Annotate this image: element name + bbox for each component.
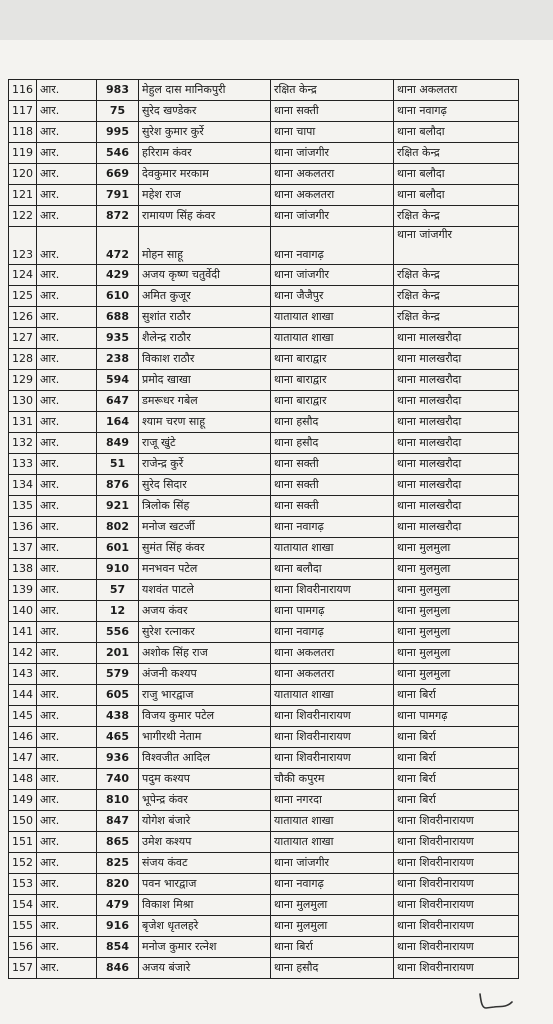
rank-cell: आर.: [37, 706, 97, 727]
serial-number-cell: 148: [9, 769, 37, 790]
rank-cell: आर.: [37, 496, 97, 517]
employee-name-cell: देवकुमार मरकाम: [139, 164, 271, 185]
table-row: [9, 517, 519, 538]
rank-cell: आर.: [37, 559, 97, 580]
posted-to-cell: थाना शिवरीनारायण: [394, 853, 519, 874]
posted-to-cell: थाना मालखरौदा: [394, 370, 519, 391]
serial-number-cell: 145: [9, 706, 37, 727]
posted-to-cell: थाना मुलमुला: [394, 580, 519, 601]
posted-from-cell: रक्षित केन्द्र: [271, 80, 394, 101]
posted-from-cell: थाना जैजैपुर: [271, 286, 394, 307]
posted-to-cell: थाना बलौदा: [394, 164, 519, 185]
posted-to-cell: थाना शिवरीनारायण: [394, 874, 519, 895]
posted-from-cell: यातायात शाखा: [271, 832, 394, 853]
posted-to-cell: थाना मालखरौदा: [394, 496, 519, 517]
serial-number-cell: 117: [9, 101, 37, 122]
employee-name-cell: राजु भारद्वाज: [139, 685, 271, 706]
posted-from-cell: थाना हसौद: [271, 412, 394, 433]
rank-cell: आर.: [37, 206, 97, 227]
serial-number-cell: 138: [9, 559, 37, 580]
posted-from-cell: थाना नवागढ़: [271, 622, 394, 643]
employee-name-cell: मनभवन पटेल: [139, 559, 271, 580]
employee-name-cell: सुरेश कुमार कुर्रे: [139, 122, 271, 143]
table-row: [9, 80, 519, 101]
rank-cell: आर.: [37, 143, 97, 164]
employee-name-cell: अजय बंजारे: [139, 958, 271, 979]
employee-name-cell: उमेश कश्यप: [139, 832, 271, 853]
badge-number-cell: 51: [97, 454, 139, 475]
serial-number-cell: 122: [9, 206, 37, 227]
badge-number-cell: 164: [97, 412, 139, 433]
posted-to-cell: थाना मालखरौदा: [394, 433, 519, 454]
posted-from-cell: थाना अकलतरा: [271, 185, 394, 206]
posted-from-cell: थाना नवागढ़: [271, 517, 394, 538]
serial-number-cell: 154: [9, 895, 37, 916]
posted-from-cell: थाना नगरदा: [271, 790, 394, 811]
posted-from-cell: थाना हसौद: [271, 958, 394, 979]
table-row: [9, 349, 519, 370]
posted-from-cell: थाना शिवरीनारायण: [271, 706, 394, 727]
rank-cell: आर.: [37, 391, 97, 412]
serial-number-cell: 142: [9, 643, 37, 664]
posted-to-cell: थाना अकलतरा: [394, 80, 519, 101]
rank-cell: आर.: [37, 622, 97, 643]
posted-from-cell: यातायात शाखा: [271, 328, 394, 349]
employee-name-cell: सुमंत सिंह कंवर: [139, 538, 271, 559]
badge-number-cell: 910: [97, 559, 139, 580]
table-row: [9, 122, 519, 143]
posted-to-cell: थाना मालखरौदा: [394, 412, 519, 433]
table-row: [9, 832, 519, 853]
serial-number-cell: 127: [9, 328, 37, 349]
employee-name-cell: मनोज कुमार रत्नेश: [139, 937, 271, 958]
badge-number-cell: 872: [97, 206, 139, 227]
badge-number-cell: 854: [97, 937, 139, 958]
posted-from-cell: यातायात शाखा: [271, 307, 394, 328]
serial-number-cell: 151: [9, 832, 37, 853]
posted-from-cell: थाना चापा: [271, 122, 394, 143]
table-row: [9, 164, 519, 185]
serial-number-cell: 125: [9, 286, 37, 307]
badge-number-cell: 201: [97, 643, 139, 664]
posted-to-cell: थाना मुलमुला: [394, 601, 519, 622]
serial-number-cell: 140: [9, 601, 37, 622]
serial-number-cell: 133: [9, 454, 37, 475]
posted-to-cell: रक्षित केन्द्र: [394, 286, 519, 307]
employee-name-cell: अजय कंवर: [139, 601, 271, 622]
posted-from-cell: थाना बाराद्वार: [271, 391, 394, 412]
table-row: [9, 227, 519, 265]
posted-to-cell: थाना शिवरीनारायण: [394, 937, 519, 958]
table-row: [9, 937, 519, 958]
posted-to-cell: रक्षित केन्द्र: [394, 265, 519, 286]
posted-from-cell: थाना अकलतरा: [271, 164, 394, 185]
rank-cell: आर.: [37, 769, 97, 790]
table-row: [9, 286, 519, 307]
rank-cell: आर.: [37, 748, 97, 769]
badge-number-cell: 546: [97, 143, 139, 164]
table-row: [9, 622, 519, 643]
posted-to-cell: थाना शिवरीनारायण: [394, 916, 519, 937]
rank-cell: आर.: [37, 433, 97, 454]
table-row: [9, 895, 519, 916]
posted-to-cell: थाना बिर्रा: [394, 727, 519, 748]
rank-cell: आर.: [37, 265, 97, 286]
serial-number-cell: 126: [9, 307, 37, 328]
posted-to-cell: थाना मालखरौदा: [394, 391, 519, 412]
table-row: [9, 206, 519, 227]
serial-number-cell: 157: [9, 958, 37, 979]
posted-to-cell: थाना जांजगीर: [394, 227, 519, 265]
badge-number-cell: 12: [97, 601, 139, 622]
table-row: [9, 496, 519, 517]
badge-number-cell: 916: [97, 916, 139, 937]
posted-to-cell: थाना मालखरौदा: [394, 454, 519, 475]
rank-cell: आर.: [37, 664, 97, 685]
employee-name-cell: मोहन साहू: [139, 227, 271, 265]
table-row: [9, 370, 519, 391]
table-row: [9, 916, 519, 937]
employee-name-cell: अजय कृष्ण चतुर्वेदी: [139, 265, 271, 286]
posted-to-cell: थाना मुलमुला: [394, 538, 519, 559]
transfer-list-body: [9, 80, 519, 979]
rank-cell: आर.: [37, 580, 97, 601]
serial-number-cell: 118: [9, 122, 37, 143]
badge-number-cell: 936: [97, 748, 139, 769]
badge-number-cell: 647: [97, 391, 139, 412]
posted-from-cell: थाना हसौद: [271, 433, 394, 454]
rank-cell: आर.: [37, 307, 97, 328]
badge-number-cell: 740: [97, 769, 139, 790]
employee-name-cell: राजू खुंटे: [139, 433, 271, 454]
table-row: [9, 769, 519, 790]
rank-cell: आर.: [37, 643, 97, 664]
posted-to-cell: थाना मुलमुला: [394, 559, 519, 580]
serial-number-cell: 128: [9, 349, 37, 370]
serial-number-cell: 119: [9, 143, 37, 164]
posted-to-cell: थाना मालखरौदा: [394, 517, 519, 538]
table-row: [9, 601, 519, 622]
employee-name-cell: पवन भारद्वाज: [139, 874, 271, 895]
employee-name-cell: योगेश बंजारे: [139, 811, 271, 832]
posted-to-cell: थाना शिवरीनारायण: [394, 958, 519, 979]
employee-name-cell: अंजनी कश्यप: [139, 664, 271, 685]
serial-number-cell: 121: [9, 185, 37, 206]
table-row: [9, 811, 519, 832]
serial-number-cell: 137: [9, 538, 37, 559]
badge-number-cell: 556: [97, 622, 139, 643]
posted-to-cell: थाना मालखरौदा: [394, 349, 519, 370]
rank-cell: आर.: [37, 727, 97, 748]
serial-number-cell: 116: [9, 80, 37, 101]
employee-name-cell: विकाश मिश्रा: [139, 895, 271, 916]
serial-number-cell: 155: [9, 916, 37, 937]
serial-number-cell: 156: [9, 937, 37, 958]
posted-from-cell: थाना मुलमुला: [271, 895, 394, 916]
serial-number-cell: 129: [9, 370, 37, 391]
posted-to-cell: थाना शिवरीनारायण: [394, 832, 519, 853]
rank-cell: आर.: [37, 370, 97, 391]
serial-number-cell: 124: [9, 265, 37, 286]
rank-cell: आर.: [37, 349, 97, 370]
posted-to-cell: थाना बिर्रा: [394, 748, 519, 769]
rank-cell: आर.: [37, 832, 97, 853]
rank-cell: आर.: [37, 601, 97, 622]
serial-number-cell: 131: [9, 412, 37, 433]
serial-number-cell: 136: [9, 517, 37, 538]
rank-cell: आर.: [37, 185, 97, 206]
serial-number-cell: 120: [9, 164, 37, 185]
badge-number-cell: 935: [97, 328, 139, 349]
table-row: [9, 433, 519, 454]
badge-number-cell: 429: [97, 265, 139, 286]
rank-cell: आर.: [37, 916, 97, 937]
badge-number-cell: 791: [97, 185, 139, 206]
rank-cell: आर.: [37, 517, 97, 538]
posted-from-cell: थाना बलौदा: [271, 559, 394, 580]
posted-from-cell: थाना जांजगीर: [271, 265, 394, 286]
posted-from-cell: थाना अकलतरा: [271, 664, 394, 685]
employee-name-cell: पदुम कश्यप: [139, 769, 271, 790]
rank-cell: आर.: [37, 685, 97, 706]
posted-to-cell: थाना बिर्रा: [394, 790, 519, 811]
posted-from-cell: थाना मुलमुला: [271, 916, 394, 937]
employee-name-cell: विजय कुमार पटेल: [139, 706, 271, 727]
rank-cell: आर.: [37, 227, 97, 265]
posted-to-cell: थाना बलौदा: [394, 122, 519, 143]
serial-number-cell: 135: [9, 496, 37, 517]
posted-from-cell: यातायात शाखा: [271, 538, 394, 559]
posted-from-cell: थाना बिर्रा: [271, 937, 394, 958]
serial-number-cell: 144: [9, 685, 37, 706]
employee-name-cell: डमरूधर गबेल: [139, 391, 271, 412]
badge-number-cell: 995: [97, 122, 139, 143]
posted-from-cell: थाना शिवरीनारायण: [271, 748, 394, 769]
rank-cell: आर.: [37, 895, 97, 916]
employee-name-cell: भागीरथी नेताम: [139, 727, 271, 748]
serial-number-cell: 130: [9, 391, 37, 412]
employee-name-cell: अमित कुजूर: [139, 286, 271, 307]
serial-number-cell: 143: [9, 664, 37, 685]
employee-name-cell: सुरेद खण्डेकर: [139, 101, 271, 122]
employee-name-cell: बृजेश धृतलहरे: [139, 916, 271, 937]
table-row: [9, 391, 519, 412]
employee-name-cell: श्याम चरण साहू: [139, 412, 271, 433]
employee-name-cell: विकाश राठौर: [139, 349, 271, 370]
badge-number-cell: 238: [97, 349, 139, 370]
badge-number-cell: 438: [97, 706, 139, 727]
table-row: [9, 307, 519, 328]
table-row: [9, 853, 519, 874]
serial-number-cell: 152: [9, 853, 37, 874]
rank-cell: आर.: [37, 122, 97, 143]
badge-number-cell: 465: [97, 727, 139, 748]
posted-to-cell: थाना मुलमुला: [394, 664, 519, 685]
rank-cell: आर.: [37, 853, 97, 874]
table-row: [9, 958, 519, 979]
posted-to-cell: थाना नवागढ़: [394, 101, 519, 122]
serial-number-cell: 153: [9, 874, 37, 895]
badge-number-cell: 610: [97, 286, 139, 307]
badge-number-cell: 594: [97, 370, 139, 391]
badge-number-cell: 75: [97, 101, 139, 122]
pen-signature-mark: [476, 990, 516, 1014]
employee-name-cell: भूपेन्द्र कंवर: [139, 790, 271, 811]
posted-from-cell: थाना बाराद्वार: [271, 349, 394, 370]
posted-from-cell: थाना पामगढ़: [271, 601, 394, 622]
rank-cell: आर.: [37, 475, 97, 496]
posted-to-cell: थाना बिर्रा: [394, 769, 519, 790]
rank-cell: आर.: [37, 958, 97, 979]
rank-cell: आर.: [37, 790, 97, 811]
posted-from-cell: थाना सक्ती: [271, 496, 394, 517]
badge-number-cell: 472: [97, 227, 139, 265]
posted-to-cell: रक्षित केन्द्र: [394, 206, 519, 227]
posted-from-cell: थाना जांजगीर: [271, 143, 394, 164]
posted-to-cell: थाना शिवरीनारायण: [394, 895, 519, 916]
employee-name-cell: सुरेश रत्नाकर: [139, 622, 271, 643]
serial-number-cell: 150: [9, 811, 37, 832]
table-row: [9, 412, 519, 433]
posted-from-cell: थाना शिवरीनारायण: [271, 580, 394, 601]
transfer-list-table: [8, 79, 519, 979]
posted-from-cell: थाना नवागढ़: [271, 227, 394, 265]
table-row: [9, 559, 519, 580]
rank-cell: आर.: [37, 538, 97, 559]
employee-name-cell: शैलेन्द्र राठौर: [139, 328, 271, 349]
serial-number-cell: 139: [9, 580, 37, 601]
badge-number-cell: 849: [97, 433, 139, 454]
posted-to-cell: थाना बिर्रा: [394, 685, 519, 706]
posted-from-cell: थाना सक्ती: [271, 101, 394, 122]
employee-name-cell: मेहुल दास मानिकपुरी: [139, 80, 271, 101]
table-row: [9, 790, 519, 811]
employee-name-cell: यशवंत पाटले: [139, 580, 271, 601]
employee-name-cell: संजय कंवट: [139, 853, 271, 874]
posted-from-cell: थाना जांजगीर: [271, 853, 394, 874]
posted-from-cell: थाना सक्ती: [271, 475, 394, 496]
employee-name-cell: प्रमोद खाखा: [139, 370, 271, 391]
employee-name-cell: अशोक सिंह राज: [139, 643, 271, 664]
badge-number-cell: 876: [97, 475, 139, 496]
table-row: [9, 328, 519, 349]
posted-from-cell: थाना नवागढ़: [271, 874, 394, 895]
posted-from-cell: थाना बाराद्वार: [271, 370, 394, 391]
badge-number-cell: 802: [97, 517, 139, 538]
posted-from-cell: थाना शिवरीनारायण: [271, 727, 394, 748]
table-row: [9, 265, 519, 286]
badge-number-cell: 921: [97, 496, 139, 517]
serial-number-cell: 132: [9, 433, 37, 454]
table-row: [9, 685, 519, 706]
employee-name-cell: हरिराम कंवर: [139, 143, 271, 164]
serial-number-cell: 147: [9, 748, 37, 769]
rank-cell: आर.: [37, 286, 97, 307]
posted-to-cell: थाना मुलमुला: [394, 643, 519, 664]
employee-name-cell: रामायण सिंह कंवर: [139, 206, 271, 227]
posted-from-cell: यातायात शाखा: [271, 685, 394, 706]
badge-number-cell: 669: [97, 164, 139, 185]
badge-number-cell: 847: [97, 811, 139, 832]
posted-to-cell: थाना शिवरीनारायण: [394, 811, 519, 832]
table-row: [9, 185, 519, 206]
posted-to-cell: थाना मुलमुला: [394, 622, 519, 643]
posted-from-cell: थाना अकलतरा: [271, 643, 394, 664]
table-row: [9, 874, 519, 895]
badge-number-cell: 810: [97, 790, 139, 811]
posted-from-cell: थाना जांजगीर: [271, 206, 394, 227]
rank-cell: आर.: [37, 101, 97, 122]
employee-name-cell: राजेन्द्र कुर्रे: [139, 454, 271, 475]
photo-background-top: [0, 0, 553, 40]
serial-number-cell: 123: [9, 227, 37, 265]
badge-number-cell: 479: [97, 895, 139, 916]
badge-number-cell: 579: [97, 664, 139, 685]
posted-to-cell: थाना पामगढ़: [394, 706, 519, 727]
rank-cell: आर.: [37, 937, 97, 958]
employee-name-cell: त्रिलोक सिंह: [139, 496, 271, 517]
rank-cell: आर.: [37, 874, 97, 895]
table-row: [9, 538, 519, 559]
table-row: [9, 643, 519, 664]
employee-name-cell: सुरेद सिदार: [139, 475, 271, 496]
badge-number-cell: 688: [97, 307, 139, 328]
serial-number-cell: 149: [9, 790, 37, 811]
posted-to-cell: रक्षित केन्द्र: [394, 307, 519, 328]
employee-name-cell: विश्वजीत आदिल: [139, 748, 271, 769]
posted-to-cell: थाना मालखरौदा: [394, 475, 519, 496]
table-row: [9, 101, 519, 122]
posted-from-cell: चौकी कपुरम: [271, 769, 394, 790]
rank-cell: आर.: [37, 412, 97, 433]
badge-number-cell: 825: [97, 853, 139, 874]
table-row: [9, 664, 519, 685]
serial-number-cell: 134: [9, 475, 37, 496]
employee-name-cell: मनोज खटर्जी: [139, 517, 271, 538]
posted-to-cell: रक्षित केन्द्र: [394, 143, 519, 164]
rank-cell: आर.: [37, 328, 97, 349]
badge-number-cell: 865: [97, 832, 139, 853]
posted-to-cell: थाना बलौदा: [394, 185, 519, 206]
table-row: [9, 475, 519, 496]
posted-from-cell: थाना सक्ती: [271, 454, 394, 475]
employee-name-cell: महेश राज: [139, 185, 271, 206]
badge-number-cell: 820: [97, 874, 139, 895]
table-row: [9, 727, 519, 748]
badge-number-cell: 601: [97, 538, 139, 559]
posted-from-cell: यातायात शाखा: [271, 811, 394, 832]
table-row: [9, 454, 519, 475]
badge-number-cell: 846: [97, 958, 139, 979]
table-row: [9, 143, 519, 164]
rank-cell: आर.: [37, 164, 97, 185]
serial-number-cell: 146: [9, 727, 37, 748]
badge-number-cell: 57: [97, 580, 139, 601]
table-row: [9, 580, 519, 601]
table-row: [9, 706, 519, 727]
rank-cell: आर.: [37, 811, 97, 832]
rank-cell: आर.: [37, 454, 97, 475]
badge-number-cell: 983: [97, 80, 139, 101]
posted-to-cell: थाना मालखरौदा: [394, 328, 519, 349]
employee-name-cell: सुशांत राठौर: [139, 307, 271, 328]
rank-cell: आर.: [37, 80, 97, 101]
table-row: [9, 748, 519, 769]
serial-number-cell: 141: [9, 622, 37, 643]
badge-number-cell: 605: [97, 685, 139, 706]
